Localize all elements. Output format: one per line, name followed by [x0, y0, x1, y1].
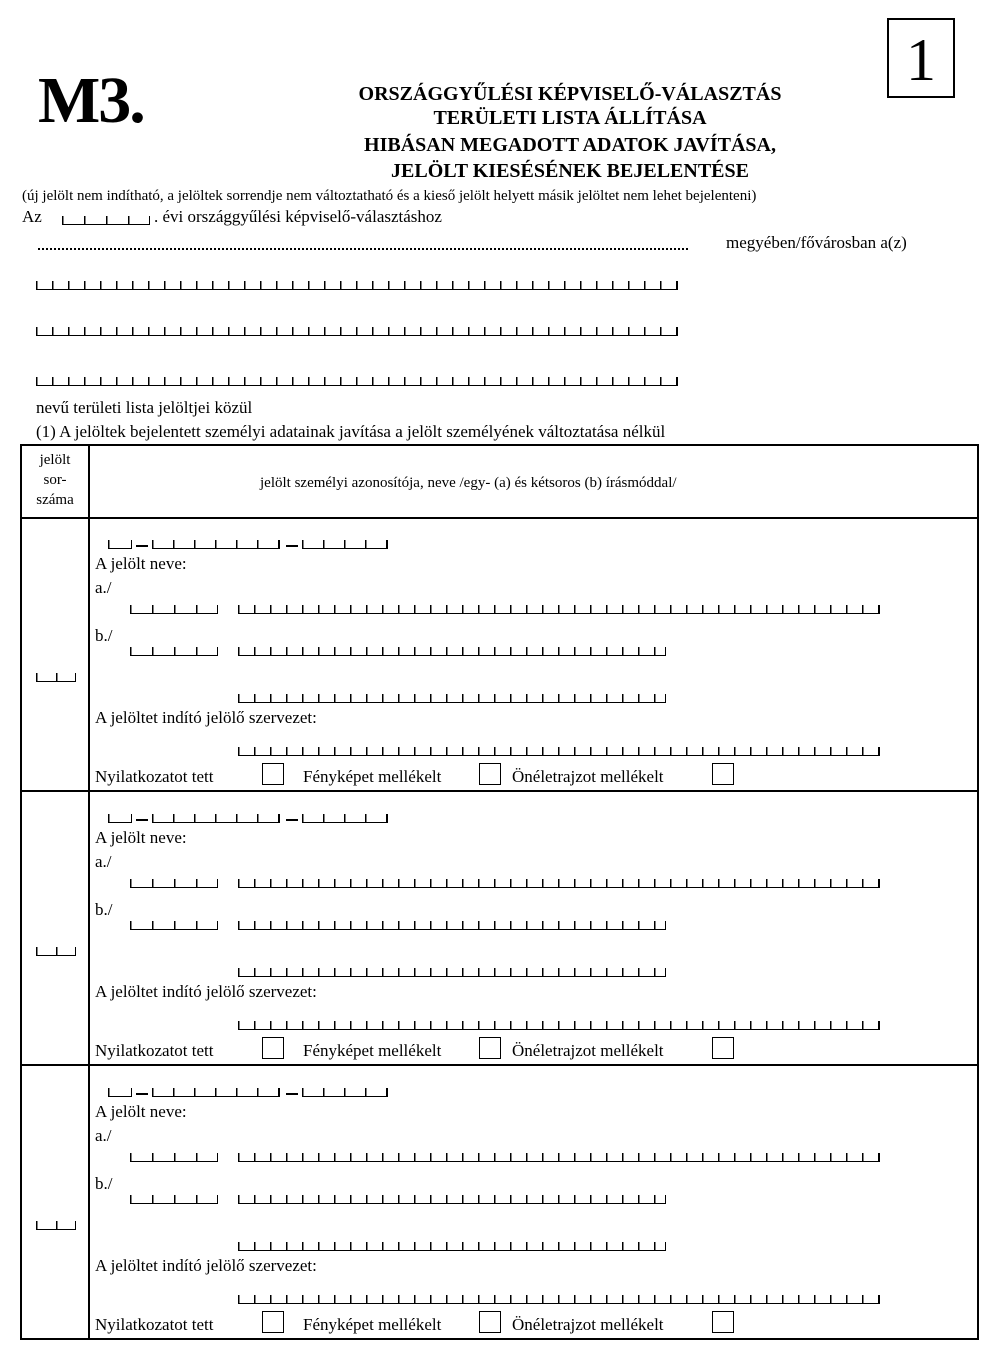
title-line-1: ORSZÁGGYŰLÉSI KÉPVISELŐ-VÁLASZTÁS: [358, 83, 782, 105]
serial-number-field-3[interactable]: [36, 1221, 76, 1230]
personal-id-dash-1-1: [136, 545, 148, 547]
org-field-2[interactable]: [238, 1021, 880, 1030]
header-divider: [22, 517, 977, 519]
cv-label-3: Önéletrajzot mellékelt: [512, 1315, 664, 1334]
list-name-field-3[interactable]: [36, 377, 678, 386]
personal-id-dash-2-3: [286, 1093, 298, 1095]
name-b-prefix-field-1[interactable]: [130, 647, 218, 656]
col1-header-line-1: jelölt: [39, 452, 71, 468]
b-label-1: b./: [95, 626, 113, 645]
b-label-3: b./: [95, 1174, 113, 1193]
a-label-2: a./: [95, 852, 112, 871]
photo-checkbox-2[interactable]: [479, 1037, 501, 1059]
photo-checkbox-1[interactable]: [479, 763, 501, 785]
cv-checkbox-1[interactable]: [712, 763, 734, 785]
title-line-3: HIBÁSAN MEGADOTT ADATOK JAVÍTÁSA,: [364, 134, 776, 156]
org-label-3: A jelöltet indító jelölő szervezet:: [95, 1256, 317, 1275]
serial-number-field-2[interactable]: [36, 947, 76, 956]
personal-id-dash-1-2: [136, 819, 148, 821]
name-label-1: A jelölt neve:: [95, 554, 187, 573]
page-number-box: 1: [887, 18, 955, 98]
col1-header-line-2: sor-: [43, 472, 67, 488]
col1-header-line-3: száma: [36, 492, 74, 508]
personal-id-part-2-2[interactable]: [152, 814, 280, 823]
a-label-3: a./: [95, 1126, 112, 1145]
list-suffix: nevű területi lista jelöltjei közül: [36, 398, 253, 417]
photo-checkbox-3[interactable]: [479, 1311, 501, 1333]
form-code: M3.: [38, 64, 144, 137]
name-b-prefix-field-3[interactable]: [130, 1195, 218, 1204]
name-a-prefix-field-1[interactable]: [130, 605, 218, 614]
personal-id-dash-1-3: [136, 1093, 148, 1095]
col2-header: jelölt személyi azonosítója, neve /egy- (a) és kétsoros (b) írásmóddal/: [260, 475, 677, 491]
photo-label-1: Fényképet mellékelt: [303, 767, 442, 786]
col1-header: [22, 450, 88, 510]
declaration-checkbox-1[interactable]: [262, 763, 284, 785]
org-field-1[interactable]: [238, 747, 880, 756]
name-a-prefix-field-2[interactable]: [130, 879, 218, 888]
org-label-1: A jelöltet indító jelölő szervezet:: [95, 708, 317, 727]
photo-label-3: Fényképet mellékelt: [303, 1315, 442, 1334]
name-label-2: A jelölt neve:: [95, 828, 187, 847]
name-a-field-3[interactable]: [238, 1153, 880, 1162]
list-name-field-2[interactable]: [36, 327, 678, 336]
org-label-2: A jelöltet indító jelölő szervezet:: [95, 982, 317, 1001]
declaration-checkbox-2[interactable]: [262, 1037, 284, 1059]
name-b-field-2-3[interactable]: [238, 1242, 666, 1251]
name-a-prefix-field-3[interactable]: [130, 1153, 218, 1162]
name-b-field-1-1[interactable]: [238, 647, 666, 656]
column-divider: [88, 446, 90, 1338]
photo-label-2: Fényképet mellékelt: [303, 1041, 442, 1060]
personal-id-part-3-3[interactable]: [302, 1088, 388, 1097]
name-b-field-1-2[interactable]: [238, 921, 666, 930]
declaration-label-2: Nyilatkozatot tett: [95, 1041, 214, 1060]
section-1-title: (1) A jelöltek bejelentett személyi adatainak javítása a jelölt személyének változtatása nélkül: [36, 422, 666, 441]
name-b-field-1-3[interactable]: [238, 1195, 666, 1204]
name-a-field-2[interactable]: [238, 879, 880, 888]
name-label-3: A jelölt neve:: [95, 1102, 187, 1121]
personal-id-dash-2-1: [286, 545, 298, 547]
declaration-label-1: Nyilatkozatot tett: [95, 767, 214, 786]
year-field[interactable]: [62, 216, 150, 225]
name-b-field-2-1[interactable]: [238, 694, 666, 703]
personal-id-part-1-3[interactable]: [108, 1088, 132, 1097]
cv-checkbox-3[interactable]: [712, 1311, 734, 1333]
a-label-1: a./: [95, 578, 112, 597]
title-line-2: TERÜLETI LISTA ÁLLÍTÁSA: [433, 107, 707, 129]
name-b-field-2-2[interactable]: [238, 968, 666, 977]
az-prefix: Az: [22, 207, 42, 226]
election-suffix: . évi országgyűlési képviselő-választáshoz: [154, 207, 442, 226]
cv-checkbox-2[interactable]: [712, 1037, 734, 1059]
personal-id-part-1-2[interactable]: [108, 814, 132, 823]
personal-id-part-3-1[interactable]: [302, 540, 388, 549]
declaration-label-3: Nyilatkozatot tett: [95, 1315, 214, 1334]
cv-label-2: Önéletrajzot mellékelt: [512, 1041, 664, 1060]
serial-number-field-1[interactable]: [36, 673, 76, 682]
row-divider-2: [22, 1064, 977, 1066]
title-line-4: JELÖLT KIESÉSÉNEK BEJELENTÉSE: [391, 160, 749, 182]
name-a-field-1[interactable]: [238, 605, 880, 614]
candidate-table: [20, 444, 979, 1340]
county-suffix: megyében/fővárosban a(z): [726, 233, 907, 252]
personal-id-part-2-3[interactable]: [152, 1088, 280, 1097]
b-label-2: b./: [95, 900, 113, 919]
form-note: (új jelölt nem indítható, a jelöltek sorrendje nem változtatható és a kieső jelölt helyett másik jelöltet nem lehet bejelenteni): [22, 188, 757, 204]
personal-id-part-2-1[interactable]: [152, 540, 280, 549]
declaration-checkbox-3[interactable]: [262, 1311, 284, 1333]
cv-label-1: Önéletrajzot mellékelt: [512, 767, 664, 786]
personal-id-dash-2-2: [286, 819, 298, 821]
list-name-field-1[interactable]: [36, 281, 678, 290]
name-b-prefix-field-2[interactable]: [130, 921, 218, 930]
org-field-3[interactable]: [238, 1295, 880, 1304]
personal-id-part-3-2[interactable]: [302, 814, 388, 823]
county-field[interactable]: [38, 248, 688, 250]
row-divider-1: [22, 790, 977, 792]
personal-id-part-1-1[interactable]: [108, 540, 132, 549]
